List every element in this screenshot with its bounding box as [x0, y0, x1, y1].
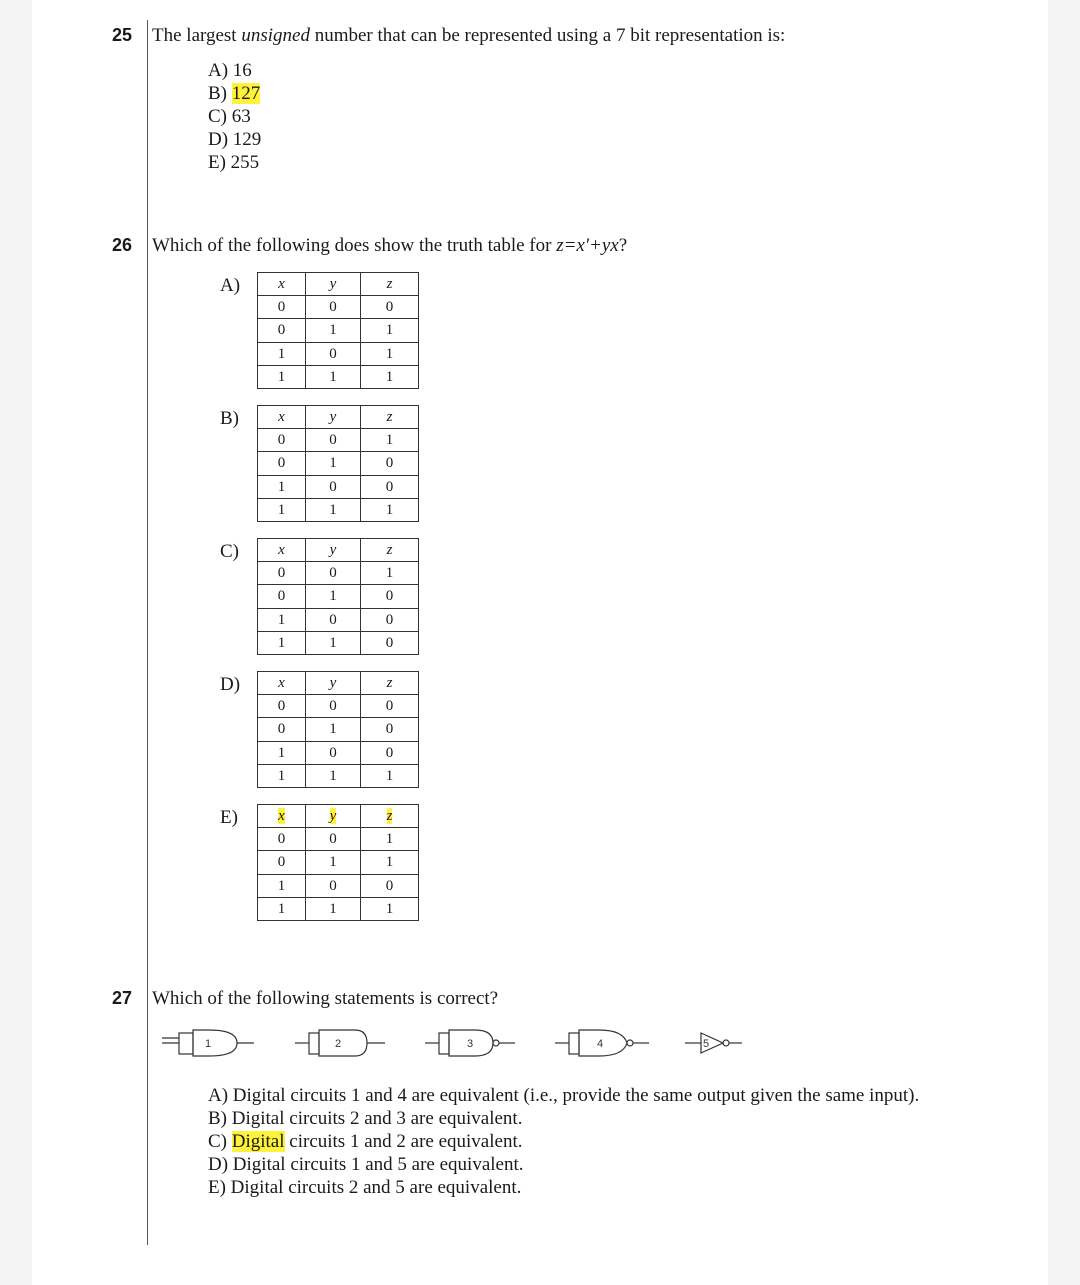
q25-text: The largest unsigned number that can be represented using a 7 bit representation is: [152, 25, 786, 46]
table-header-cell: x [258, 406, 306, 429]
table-row [258, 764, 419, 787]
table-cell: 1 [258, 741, 306, 764]
table-cell: 1 [306, 452, 361, 475]
table-cell: 0 [361, 741, 419, 764]
gate-1-label: 1 [205, 1038, 212, 1050]
table-cell: 0 [361, 631, 419, 654]
table-cell: 0 [361, 475, 419, 498]
table-cell: 0 [306, 429, 361, 452]
table-header-cell: z [361, 805, 419, 828]
table-cell: 0 [258, 718, 306, 741]
table-header-cell: y [306, 672, 361, 695]
table-header-cell: x [258, 273, 306, 296]
q27-option-d: D) Digital circuits 1 and 5 are equivalent. [208, 1154, 524, 1175]
table-cell: 0 [361, 608, 419, 631]
q25-option-e: E) 255 [208, 152, 260, 173]
table-cell: 0 [361, 296, 419, 319]
table-row [258, 319, 419, 342]
truth-table [257, 538, 419, 655]
q27-highlight: Digital [231, 1131, 285, 1152]
table-cell: 1 [306, 585, 361, 608]
table-row [258, 365, 419, 388]
table-row [258, 741, 419, 764]
table-row [258, 851, 419, 874]
table-cell: 0 [306, 828, 361, 851]
q25-option-c: C) 63 [208, 106, 251, 127]
table-cell: 1 [258, 764, 306, 787]
table-cell: 1 [361, 897, 419, 920]
q27-number: 27 [112, 988, 133, 1008]
table-cell: 1 [258, 608, 306, 631]
table-cell: 1 [361, 828, 419, 851]
table-cell: 0 [306, 562, 361, 585]
table-cell: 1 [258, 897, 306, 920]
table-cell: 1 [258, 498, 306, 521]
table-cell: 1 [258, 342, 306, 365]
q25-option-a: A) 16 [208, 60, 252, 81]
q27-logic-gates [157, 1020, 777, 1066]
q26-table-label: D) [220, 674, 241, 695]
table-cell: 0 [361, 695, 419, 718]
gate-2-label: 2 [335, 1038, 342, 1050]
table-header-cell: y [306, 805, 361, 828]
table-row [258, 874, 419, 897]
table-cell: 1 [258, 631, 306, 654]
table-cell: 0 [258, 296, 306, 319]
q25-option-d: D) 129 [208, 129, 262, 150]
table-cell: 0 [361, 718, 419, 741]
q25-highlight: 127 [231, 83, 261, 104]
gate-3-label: 3 [467, 1038, 474, 1050]
table-header-cell: x [258, 539, 306, 562]
table-cell: 0 [306, 342, 361, 365]
q27-option-a: A) Digital circuits 1 and 4 are equivalent (i.e., provide the same output given the same input). [208, 1085, 920, 1106]
margin-rule [147, 20, 148, 1245]
truth-table [257, 272, 419, 389]
table-cell: 1 [306, 897, 361, 920]
table-cell: 1 [361, 764, 419, 787]
table-cell: 0 [306, 475, 361, 498]
table-cell: 0 [258, 429, 306, 452]
table-row [258, 475, 419, 498]
table-cell: 0 [361, 585, 419, 608]
table-cell: 0 [258, 851, 306, 874]
table-cell: 0 [306, 608, 361, 631]
q26-text: Which of the following does show the truth table for z=x′+yx? [152, 235, 628, 256]
truth-table [257, 405, 419, 522]
table-row [258, 608, 419, 631]
table-cell: 0 [258, 319, 306, 342]
truth-table [257, 804, 419, 921]
table-cell: 1 [306, 851, 361, 874]
gate-5-label: 5 [703, 1038, 710, 1050]
q27-option-c: C) Digital circuits 1 and 2 are equivalent. [208, 1131, 523, 1152]
table-cell: 0 [258, 562, 306, 585]
q27-options [208, 1084, 919, 1199]
q26-table-label: B) [220, 408, 239, 429]
table-row [258, 296, 419, 319]
q26-table-label: A) [220, 275, 241, 296]
table-header-cell: x [258, 805, 306, 828]
gate-5-icon [685, 1033, 742, 1053]
q26-table-label: C) [220, 541, 239, 562]
table-header-cell: z [361, 672, 419, 695]
table-cell: 1 [361, 429, 419, 452]
table-cell: 0 [361, 452, 419, 475]
table-cell: 1 [306, 319, 361, 342]
table-cell: 0 [306, 874, 361, 897]
table-cell: 1 [361, 562, 419, 585]
table-cell: 0 [258, 828, 306, 851]
table-cell: 1 [361, 498, 419, 521]
table-header-cell: y [306, 406, 361, 429]
table-header-cell: y [306, 273, 361, 296]
table-row [258, 585, 419, 608]
table-cell: 0 [361, 874, 419, 897]
gate-4-label: 4 [597, 1038, 604, 1050]
table-header-cell: z [361, 539, 419, 562]
table-cell: 1 [361, 365, 419, 388]
table-cell: 1 [361, 342, 419, 365]
table-row [258, 695, 419, 718]
table-header-cell: z [361, 406, 419, 429]
table-cell: 0 [306, 695, 361, 718]
truth-table [257, 671, 419, 788]
q27-option-e: E) Digital circuits 2 and 5 are equivalent. [208, 1177, 522, 1198]
table-cell: 1 [361, 319, 419, 342]
table-cell: 1 [258, 874, 306, 897]
table-cell: 1 [306, 631, 361, 654]
table-cell: 1 [306, 498, 361, 521]
q27-option-b: B) Digital circuits 2 and 3 are equivalent. [208, 1108, 523, 1129]
q26-number: 26 [112, 235, 133, 255]
q26-formula: z=x′+yx [556, 235, 619, 256]
table-cell: 0 [306, 296, 361, 319]
q25-options [208, 59, 261, 174]
table-row [258, 429, 419, 452]
table-cell: 1 [258, 365, 306, 388]
table-header-cell: y [306, 539, 361, 562]
table-row [258, 498, 419, 521]
table-cell: 1 [306, 365, 361, 388]
table-cell: 0 [258, 585, 306, 608]
table-row [258, 631, 419, 654]
q27-text: Which of the following statements is correct? [152, 988, 499, 1009]
table-row [258, 562, 419, 585]
table-cell: 0 [258, 452, 306, 475]
table-row [258, 897, 419, 920]
table-cell: 0 [258, 695, 306, 718]
table-row [258, 718, 419, 741]
table-cell: 1 [258, 475, 306, 498]
table-header-cell: x [258, 672, 306, 695]
q25-option-b: B) 127 [208, 83, 261, 104]
table-cell: 1 [361, 851, 419, 874]
q25-number: 25 [112, 25, 133, 45]
table-row [258, 452, 419, 475]
table-row [258, 342, 419, 365]
exam-page [32, 0, 1048, 1285]
table-cell: 0 [306, 741, 361, 764]
table-cell: 1 [306, 718, 361, 741]
table-row [258, 828, 419, 851]
table-header-cell: z [361, 273, 419, 296]
q26-table-label: E) [220, 807, 238, 828]
table-cell: 1 [306, 764, 361, 787]
